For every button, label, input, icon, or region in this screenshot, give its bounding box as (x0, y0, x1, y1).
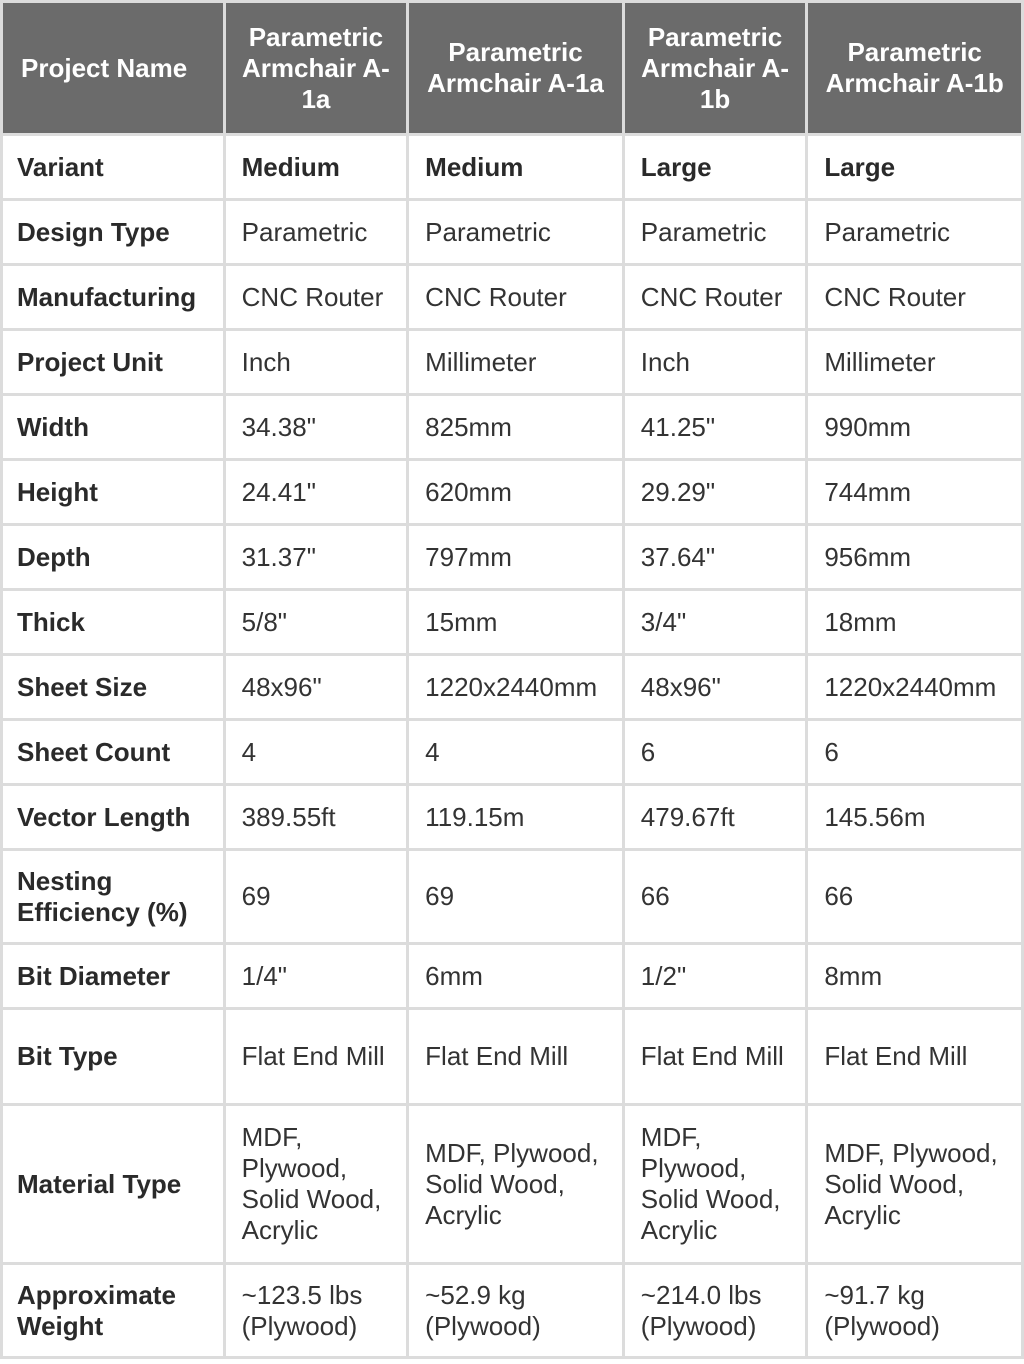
cell-sheet-count-3: 6 (625, 721, 806, 783)
table-row-sheet-size (3, 656, 1021, 718)
row-label-vector-length: Vector Length (3, 786, 223, 848)
table-row-sheet-count (3, 721, 1021, 783)
table-row-bit-diameter (3, 945, 1021, 1007)
cell-sheet-count-4: 6 (808, 721, 1021, 783)
cell-thick-1: 5/8" (226, 591, 407, 653)
cell-bit-diameter-1: 1/4" (226, 945, 407, 1007)
cell-width-1: 34.38" (226, 396, 407, 458)
cell-height-2: 620mm (409, 461, 622, 523)
table-row-approximate-weight (3, 1265, 1021, 1356)
cell-sheet-size-1: 48x96" (226, 656, 407, 718)
cell-depth-2: 797mm (409, 526, 622, 588)
cell-variant-3: Large (625, 136, 806, 198)
cell-sheet-size-2: 1220x2440mm (409, 656, 622, 718)
header-project-name: Project Name (3, 3, 223, 133)
cell-bit-type-4: Flat End Mill (808, 1010, 1021, 1103)
cell-approximate-weight-4: ~91.7 kg (Plywood) (808, 1265, 1021, 1356)
cell-sheet-size-4: 1220x2440mm (808, 656, 1021, 718)
row-label-thick: Thick (3, 591, 223, 653)
cell-bit-diameter-4: 8mm (808, 945, 1021, 1007)
cell-height-4: 744mm (808, 461, 1021, 523)
cell-thick-2: 15mm (409, 591, 622, 653)
row-label-variant: Variant (3, 136, 223, 198)
cell-approximate-weight-2: ~52.9 kg (Plywood) (409, 1265, 622, 1356)
cell-depth-3: 37.64" (625, 526, 806, 588)
cell-design-type-4: Parametric (808, 201, 1021, 263)
table-row-variant (3, 136, 1021, 198)
cell-vector-length-4: 145.56m (808, 786, 1021, 848)
cell-sheet-count-1: 4 (226, 721, 407, 783)
table-row-vector-length (3, 786, 1021, 848)
table-row-nesting-efficiency (3, 851, 1021, 942)
row-label-depth: Depth (3, 526, 223, 588)
cell-project-unit-3: Inch (625, 331, 806, 393)
table-row-material-type (3, 1106, 1021, 1262)
row-label-bit-diameter: Bit Diameter (3, 945, 223, 1007)
cell-bit-type-3: Flat End Mill (625, 1010, 806, 1103)
header-armchair-a-1a-mm: Parametric Armchair A-1a (409, 3, 622, 133)
row-label-manufacturing: Manufacturing (3, 266, 223, 328)
cell-depth-1: 31.37" (226, 526, 407, 588)
row-label-bit-type: Bit Type (3, 1010, 223, 1103)
cell-vector-length-1: 389.55ft (226, 786, 407, 848)
cell-design-type-3: Parametric (625, 201, 806, 263)
header-armchair-a-1a-inch: Parametric Armchair A-1a (226, 3, 407, 133)
table-row-manufacturing (3, 266, 1021, 328)
cell-variant-4: Large (808, 136, 1021, 198)
cell-height-3: 29.29" (625, 461, 806, 523)
table-row-width (3, 396, 1021, 458)
cell-bit-type-2: Flat End Mill (409, 1010, 622, 1103)
cell-manufacturing-1: CNC Router (226, 266, 407, 328)
cell-vector-length-2: 119.15m (409, 786, 622, 848)
cell-design-type-2: Parametric (409, 201, 622, 263)
cell-nesting-efficiency-4: 66 (808, 851, 1021, 942)
cell-width-4: 990mm (808, 396, 1021, 458)
cell-depth-4: 956mm (808, 526, 1021, 588)
cell-nesting-efficiency-3: 66 (625, 851, 806, 942)
table-row-thick (3, 591, 1021, 653)
cell-bit-diameter-2: 6mm (409, 945, 622, 1007)
row-label-width: Width (3, 396, 223, 458)
cell-project-unit-4: Millimeter (808, 331, 1021, 393)
cell-width-3: 41.25" (625, 396, 806, 458)
row-label-project-unit: Project Unit (3, 331, 223, 393)
header-row (3, 3, 1021, 133)
row-label-height: Height (3, 461, 223, 523)
table-row-height (3, 461, 1021, 523)
cell-manufacturing-2: CNC Router (409, 266, 622, 328)
row-label-nesting-efficiency: Nesting Efficiency (%) (3, 851, 223, 942)
cell-material-type-1: MDF, Plywood, Solid Wood, Acrylic (226, 1106, 407, 1262)
row-label-approximate-weight: Approximate Weight (3, 1265, 223, 1356)
row-label-design-type: Design Type (3, 201, 223, 263)
cell-vector-length-3: 479.67ft (625, 786, 806, 848)
cell-height-1: 24.41" (226, 461, 407, 523)
cell-approximate-weight-3: ~214.0 lbs (Plywood) (625, 1265, 806, 1356)
cell-variant-2: Medium (409, 136, 622, 198)
cell-nesting-efficiency-1: 69 (226, 851, 407, 942)
cell-bit-type-1: Flat End Mill (226, 1010, 407, 1103)
cell-project-unit-1: Inch (226, 331, 407, 393)
table-row-bit-type (3, 1010, 1021, 1103)
cell-nesting-efficiency-2: 69 (409, 851, 622, 942)
header-armchair-a-1b-inch: Parametric Armchair A-1b (625, 3, 806, 133)
table-row-depth (3, 526, 1021, 588)
cell-sheet-count-2: 4 (409, 721, 622, 783)
table-row-design-type (3, 201, 1021, 263)
row-label-sheet-count: Sheet Count (3, 721, 223, 783)
cell-design-type-1: Parametric (226, 201, 407, 263)
header-armchair-a-1b-mm: Parametric Armchair A-1b (808, 3, 1021, 133)
cell-thick-3: 3/4" (625, 591, 806, 653)
row-label-sheet-size: Sheet Size (3, 656, 223, 718)
cell-width-2: 825mm (409, 396, 622, 458)
cell-manufacturing-3: CNC Router (625, 266, 806, 328)
cell-variant-1: Medium (226, 136, 407, 198)
cell-sheet-size-3: 48x96" (625, 656, 806, 718)
row-label-material-type: Material Type (3, 1106, 223, 1262)
cell-manufacturing-4: CNC Router (808, 266, 1021, 328)
cell-approximate-weight-1: ~123.5 lbs (Plywood) (226, 1265, 407, 1356)
table-row-project-unit (3, 331, 1021, 393)
cell-bit-diameter-3: 1/2" (625, 945, 806, 1007)
cell-material-type-4: MDF, Plywood, Solid Wood, Acrylic (808, 1106, 1021, 1262)
cell-project-unit-2: Millimeter (409, 331, 622, 393)
cell-thick-4: 18mm (808, 591, 1021, 653)
cell-material-type-2: MDF, Plywood, Solid Wood, Acrylic (409, 1106, 622, 1262)
cell-material-type-3: MDF, Plywood, Solid Wood, Acrylic (625, 1106, 806, 1262)
